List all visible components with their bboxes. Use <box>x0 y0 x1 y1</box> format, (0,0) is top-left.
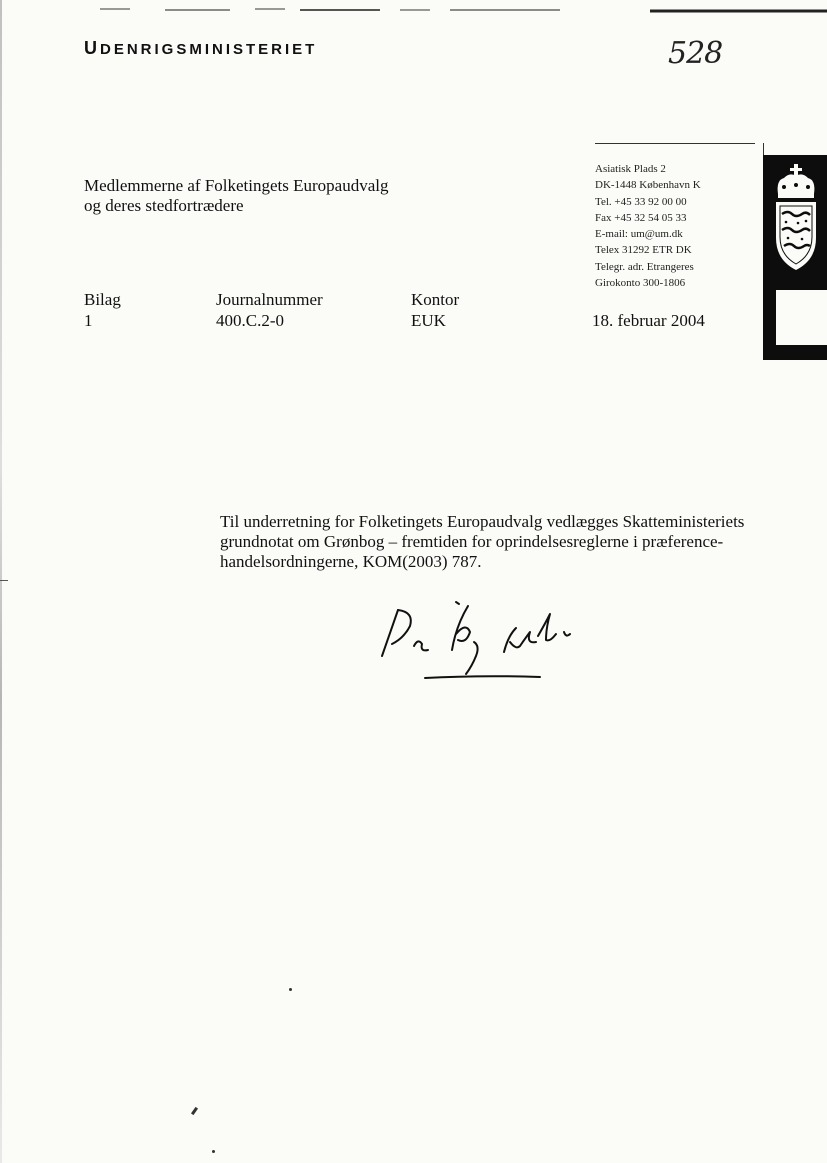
address-email: E-mail: um@um.dk <box>595 228 683 241</box>
recipient-block <box>84 176 389 216</box>
ministry-name: UDENRIGSMINISTERIET <box>84 38 318 58</box>
recipient-line-1: Medlemmerne af Folketingets Europaudvalg <box>84 176 389 195</box>
kontor-value: EUK <box>411 311 446 330</box>
address-city: DK-1448 København K <box>595 179 701 192</box>
scan-left-edge <box>0 0 2 1163</box>
ministry-address <box>595 161 701 291</box>
crest-gap <box>776 290 827 345</box>
body-line-1: Til underretning for Folketingets Europaudvalg vedlægges Skatteministeriets <box>220 512 745 531</box>
address-rule <box>595 143 755 144</box>
address-telex: Telex 31292 ETR DK <box>595 244 692 257</box>
bilag-value: 1 <box>84 311 93 330</box>
scan-speck <box>191 1107 198 1115</box>
journal-value: 400.C.2-0 <box>216 311 284 330</box>
address-tel: Tel. +45 33 92 00 00 <box>595 195 687 208</box>
scan-top-edge <box>0 0 827 6</box>
journal-label: Journalnummer <box>216 290 323 309</box>
bilag-label: Bilag <box>84 290 121 309</box>
royal-crest-icon <box>768 160 824 285</box>
scan-speck <box>289 988 292 991</box>
recipient-line-2: og deres stedfortrædere <box>84 196 244 215</box>
scan-speck <box>212 1150 215 1153</box>
letter-date: 18. februar 2004 <box>592 311 705 330</box>
scan-mark <box>0 580 8 581</box>
address-fax: Fax +45 32 54 05 33 <box>595 211 687 224</box>
body-line-2: grundnotat om Grønbog – fremtiden for oprindelsesreglerne i præference- <box>220 532 724 551</box>
body-line-3: handelsordningerne, KOM(2003) 787. <box>220 552 482 571</box>
body-paragraph <box>220 512 760 572</box>
address-telegr: Telegr. adr. Etrangeres <box>595 260 694 273</box>
address-street: Asiatisk Plads 2 <box>595 163 666 175</box>
address-giro: Girokonto 300-1806 <box>595 277 686 290</box>
kontor-label: Kontor <box>411 290 460 309</box>
handwritten-number: 528 <box>668 36 723 71</box>
handwritten-signature <box>370 598 590 693</box>
